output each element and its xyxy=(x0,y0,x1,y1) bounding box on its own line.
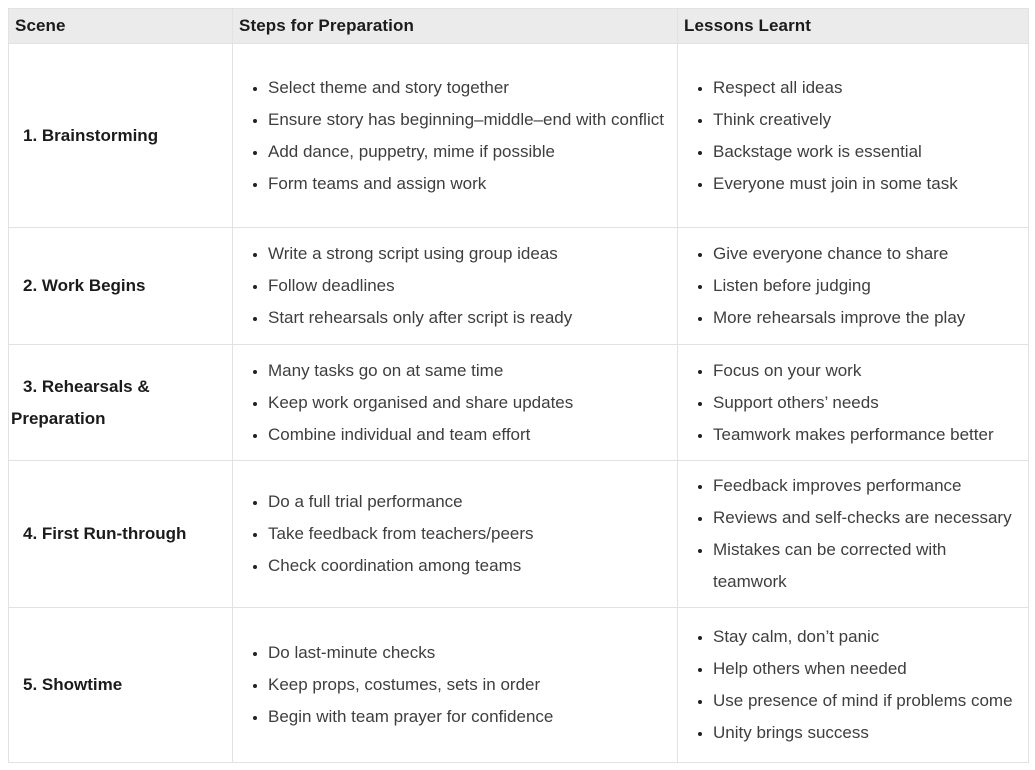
steps-list xyxy=(233,72,677,200)
list-item: • Listen before judging xyxy=(713,270,1015,302)
scene-preparation-table xyxy=(8,8,1029,763)
lessons-cell xyxy=(678,461,1029,608)
lessons-list xyxy=(678,72,1028,200)
list-item: • Start rehearsals only after script is ready xyxy=(268,302,669,334)
scene-cell: 3. Rehearsals & Preparation xyxy=(9,345,233,461)
table-row xyxy=(9,461,1029,608)
list-item: • Help others when needed xyxy=(713,653,1015,685)
list-item: • Feedback improves performance xyxy=(713,470,1015,502)
list-item: • Everyone must join in some task xyxy=(713,168,1015,200)
list-item: • Give everyone chance to share xyxy=(713,238,1015,270)
column-header-steps: Steps for Preparation xyxy=(233,9,678,44)
list-item: • Use presence of mind if problems come xyxy=(713,685,1015,717)
header-row xyxy=(9,9,1029,44)
lessons-list xyxy=(678,621,1028,749)
lessons-cell xyxy=(678,345,1029,461)
list-item: • Select theme and story together xyxy=(268,72,669,104)
steps-cell xyxy=(233,345,678,461)
steps-cell xyxy=(233,44,678,228)
lessons-cell xyxy=(678,228,1029,345)
list-item: • Think creatively xyxy=(713,104,1015,136)
list-item: • Support others’ needs xyxy=(713,387,1015,419)
steps-cell xyxy=(233,461,678,608)
column-header-scene: Scene xyxy=(9,9,233,44)
list-item: • Follow deadlines xyxy=(268,270,669,302)
list-item: • Focus on your work xyxy=(713,355,1015,387)
column-header-lessons: Lessons Learnt xyxy=(678,9,1029,44)
list-item: • Do last-minute checks xyxy=(268,637,669,669)
table-row xyxy=(9,44,1029,228)
list-item: • Keep props, costumes, sets in order xyxy=(268,669,669,701)
list-item: • Keep work organised and share updates xyxy=(268,387,669,419)
list-item: • Begin with team prayer for confidence xyxy=(268,701,669,733)
table-row xyxy=(9,228,1029,345)
scene-cell: 5. Showtime xyxy=(9,608,233,763)
steps-list xyxy=(233,238,677,334)
steps-cell xyxy=(233,608,678,763)
list-item: • Reviews and self-checks are necessary xyxy=(713,502,1015,534)
list-item: • Form teams and assign work xyxy=(268,168,669,200)
lessons-cell xyxy=(678,44,1029,228)
list-item: • More rehearsals improve the play xyxy=(713,302,1015,334)
list-item: • Write a strong script using group ideas xyxy=(268,238,669,270)
list-item: • Mistakes can be corrected with teamwork xyxy=(713,534,1015,598)
list-item: • Stay calm, don’t panic xyxy=(713,621,1015,653)
list-item: • Check coordination among teams xyxy=(268,550,669,582)
scene-cell: 2. Work Begins xyxy=(9,228,233,345)
table-row xyxy=(9,345,1029,461)
list-item: • Backstage work is essential xyxy=(713,136,1015,168)
steps-list xyxy=(233,637,677,733)
list-item: • Do a full trial performance xyxy=(268,486,669,518)
lessons-list xyxy=(678,470,1028,598)
list-item: • Ensure story has beginning–middle–end with conflict xyxy=(268,104,669,136)
list-item: • Teamwork makes performance better xyxy=(713,419,1015,451)
list-item: • Take feedback from teachers/peers xyxy=(268,518,669,550)
list-item: • Combine individual and team effort xyxy=(268,419,669,451)
scene-cell: 4. First Run-through xyxy=(9,461,233,608)
scene-cell: 1. Brainstorming xyxy=(9,44,233,228)
list-item: • Respect all ideas xyxy=(713,72,1015,104)
steps-list xyxy=(233,355,677,451)
lessons-list xyxy=(678,238,1028,334)
table-row xyxy=(9,608,1029,763)
list-item: • Many tasks go on at same time xyxy=(268,355,669,387)
list-item: • Unity brings success xyxy=(713,717,1015,749)
steps-cell xyxy=(233,228,678,345)
list-item: • Add dance, puppetry, mime if possible xyxy=(268,136,669,168)
steps-list xyxy=(233,486,677,582)
lessons-list xyxy=(678,355,1028,451)
lessons-cell xyxy=(678,608,1029,763)
